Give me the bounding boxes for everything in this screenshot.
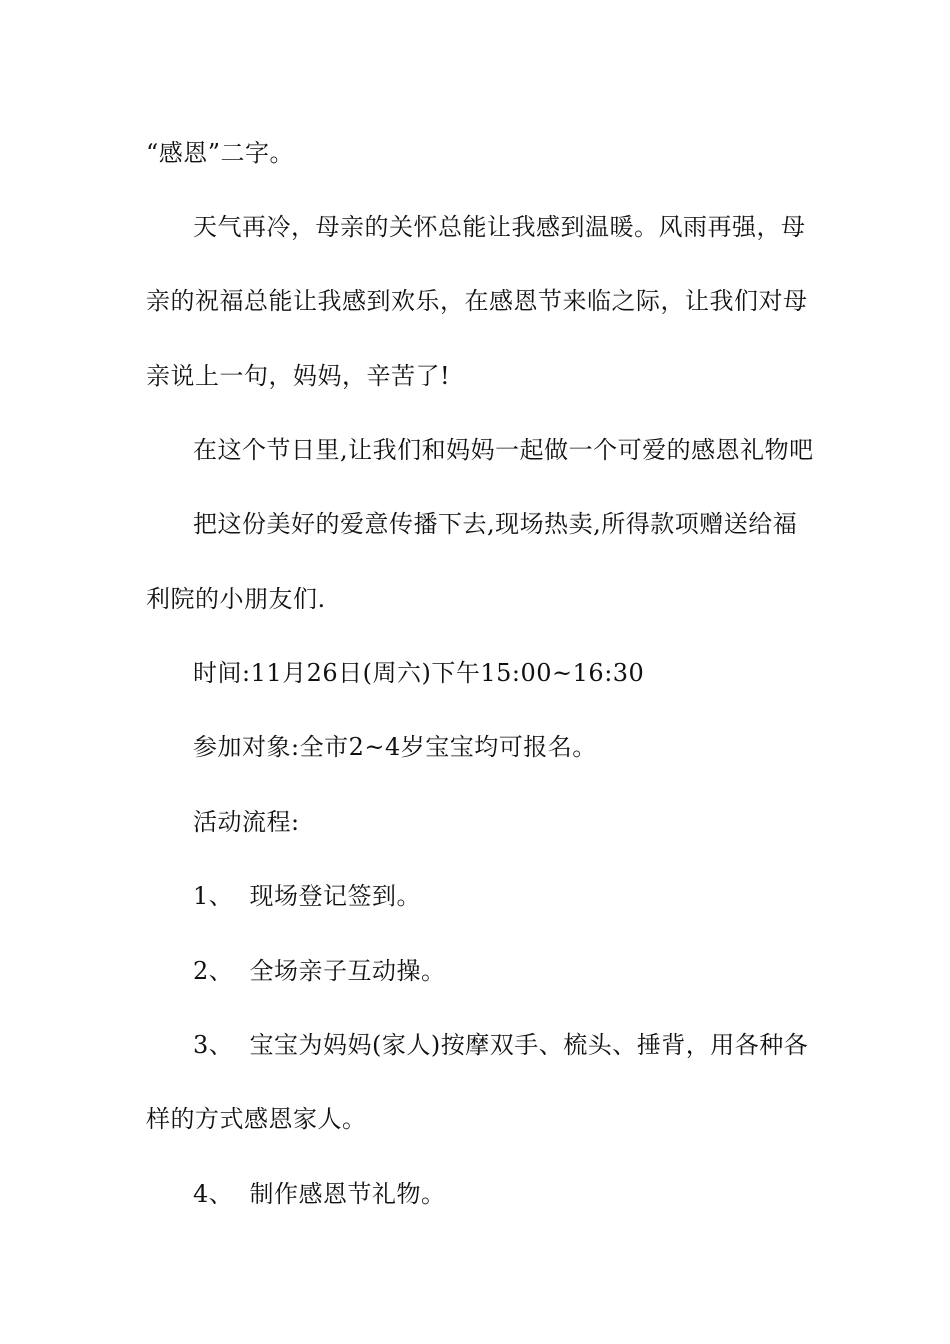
process-item: 2、 全场亲子互动操。	[193, 957, 446, 985]
paragraph-line: 亲说上一句，妈妈，辛苦了!	[146, 362, 451, 390]
paragraph-line: 在这个节日里,让我们和妈妈一起做一个可爱的感恩礼物吧	[193, 436, 814, 464]
event-time-line: 时间:11月26日(周六)下午15:00~16:30	[193, 659, 645, 687]
participants-line: 参加对象:全市2~4岁宝宝均可报名。	[193, 733, 597, 761]
process-item: 1、 现场登记签到。	[193, 882, 422, 910]
process-item: 3、 宝宝为妈妈(家人)按摩双手、梳头、捶背，用各种各	[193, 1031, 809, 1059]
paragraph-line: 天气再冷，母亲的关怀总能让我感到温暖。风雨再强，母	[193, 213, 806, 241]
paragraph-line: 把这份美好的爱意传播下去,现场热卖,所得款项赠送给福	[193, 510, 798, 538]
process-heading: 活动流程:	[193, 808, 300, 836]
process-item: 4、 制作感恩节礼物。	[193, 1180, 446, 1208]
paragraph-line: 样的方式感恩家人。	[146, 1105, 367, 1133]
paragraph-line: 利院的小朋友们.	[146, 585, 326, 613]
paragraph-line: 亲的祝福总能让我感到欢乐，在感恩节来临之际，让我们对母	[146, 287, 808, 315]
paragraph-line: “感恩”二字。	[146, 139, 295, 167]
